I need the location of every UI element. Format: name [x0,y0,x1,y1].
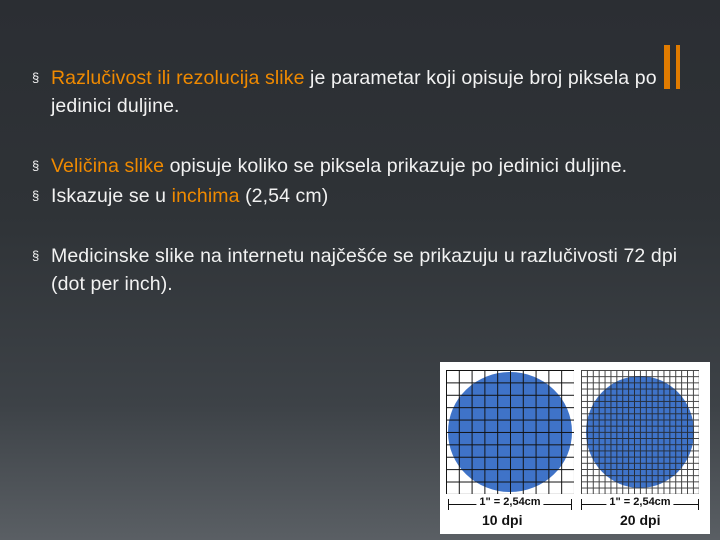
bullet-marker-icon: § [32,188,40,203]
dpi-comparison-figure [440,362,710,534]
bullet-marker-icon: § [32,70,40,85]
bullet-list [32,64,682,298]
inch-measure-right [581,496,699,510]
term-image-size: Veličina slike [51,155,165,177]
pixel-grid-10dpi [446,370,574,494]
term-resolution: Razlučivost ili rezolucija slike [51,67,305,89]
pixel-grid-20dpi [581,370,699,494]
image-size-definition: opisuje koliko se piksela prikazuje po jedinici duljine. [164,155,628,177]
resolution-definition: je parametar koji opisuje broj piksela po jedinici duljine. [51,67,657,117]
bullet-image-size [32,152,682,180]
inch-label-right: 1" = 2,54cm [606,496,673,508]
bullet-medical-images [32,242,682,298]
medical-images-text: Medicinske slike na internetu najčešće se prikazuju u razlučivosti 72 dpi (dot per inch). [51,245,678,295]
inch-label-left: 1" = 2,54cm [476,496,543,508]
dpi-label-10: 10 dpi [482,512,523,528]
bullet-inches [32,182,682,210]
inch-measure-left [448,496,572,510]
term-inches: inchima [171,185,240,207]
dpi-label-20: 20 dpi [620,512,661,528]
inches-prefix: Iskazuje se u [51,185,172,207]
bullet-resolution [32,64,682,120]
inches-suffix: (2,54 cm) [239,185,329,207]
bullet-marker-icon: § [32,248,40,263]
bullet-marker-icon: § [32,158,40,173]
